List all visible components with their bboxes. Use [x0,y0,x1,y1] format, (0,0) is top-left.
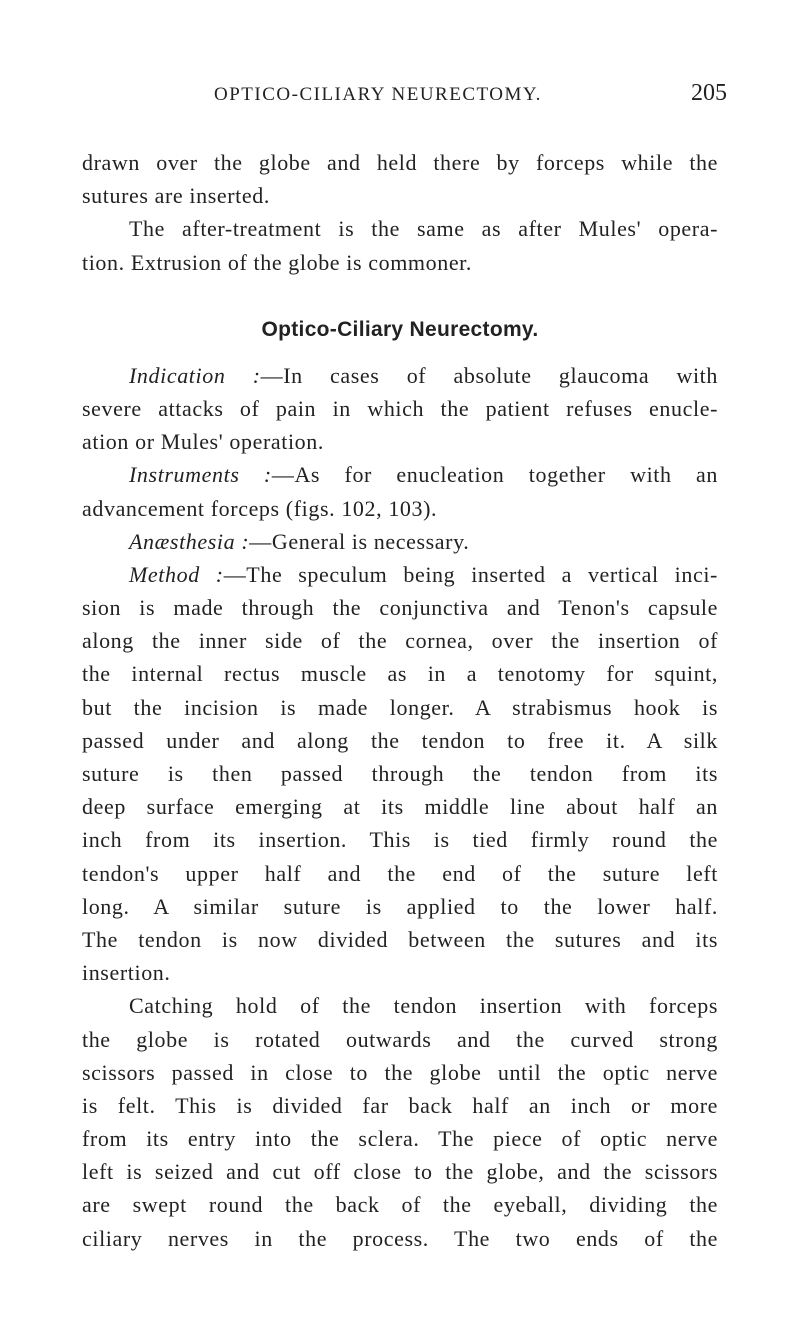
text-line: tion. Extrusion of the globe is commoner. [82,249,472,275]
text-line: passed under and along the tendon to free it. A silk [82,727,718,753]
text-line: inch from its insertion. This is tied firmly round the [82,827,718,853]
text-line: deep surface emerging at its middle line about half an [82,794,718,820]
instruments-text: —As for enucleation together with an [271,462,718,488]
running-head-title: OPTICO-CILIARY NEURECTOMY. [214,84,542,105]
method-text: —The speculum being inserted a vertical inci- [223,561,718,587]
text-line: the globe is rotated outwards and the curved strong [82,1026,718,1052]
method-first-line [82,558,718,591]
text-line: but the incision is made longer. A strabismus hook is [82,694,718,720]
body-text [82,146,718,1255]
text-line: drawn over the globe and held there by forceps while the [82,150,718,175]
text-line: sutures are inserted. [82,183,270,209]
text-line: severe attacks of pain in which the patient refuses enucle- [82,395,718,421]
text-line: along the inner side of the cornea, over the insertion of [82,628,718,654]
anaesthesia-line [82,525,718,558]
anaesthesia-text: —General is necessary. [249,528,470,554]
text-line: insertion. [82,960,171,986]
text-line: left is seized and cut off close to the globe, and the scissors [82,1159,718,1185]
page-number: 205 [691,80,727,106]
text-line: tendon's upper half and the end of the suture left [82,860,718,886]
instruments-first-line [82,458,718,491]
running-head [214,80,727,106]
indication-label: Indication : [129,362,261,388]
text-line: the internal rectus muscle as in a tenotomy for squint, [82,661,718,687]
text-line: is felt. This is divided far back half an inch or more [82,1092,718,1118]
indication-first-line [82,359,718,392]
anaesthesia-label: Anæsthesia : [129,528,250,554]
indication-text: —In cases of absolute glaucoma with [260,362,718,388]
text-line: Catching hold of the tendon insertion with forceps [129,993,718,1019]
section-heading: Optico-Ciliary Neurectomy. [261,317,539,341]
text-line: long. A similar suture is applied to the lower half. [82,893,718,919]
text-line: scissors passed in close to the globe until the optic nerve [82,1059,718,1085]
text-line: ation or Mules' operation. [82,429,324,455]
text-line: are swept round the back of the eyeball, dividing the [82,1192,718,1218]
text-line: suture is then passed through the tendon from its [82,761,718,786]
text-line: ciliary nerves in the process. The two ends of the [82,1225,718,1251]
text-line: advancement forceps (figs. 102, 103). [82,495,438,521]
text-line: sion is made through the conjunctiva and Tenon's capsule [82,595,718,621]
method-label: Method : [129,561,224,587]
instruments-label: Instruments : [129,462,272,488]
text-line: from its entry into the sclera. The piece of optic nerve [82,1126,718,1152]
text-line: The tendon is now divided between the sutures and its [82,926,718,952]
text-line: The after-treatment is the same as after Mules' opera- [129,216,718,242]
